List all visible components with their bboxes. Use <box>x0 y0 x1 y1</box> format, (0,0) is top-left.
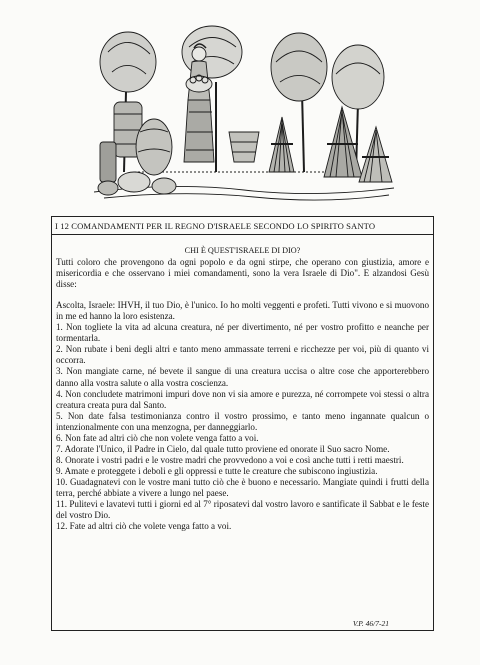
commandment-6: 6. Non fate ad altri ciò che non volete venga fatto a voi. <box>56 432 259 443</box>
document-content <box>52 235 433 532</box>
commandment-8: 8. Onorate i vostri padri e le vostre madri che provvedono a voi e così anche tutti i retti maestri. <box>56 454 404 465</box>
commandment-9: 9. Amate e proteggete i deboli e gli oppressi e tutte le creature che subiscono ingiustizia. <box>56 465 378 476</box>
commandment-1: 1. Non togliete la vita ad alcuna creatura, né per divertimento, né per vostro profitto e neanche per tormentarla. <box>56 322 429 344</box>
commandment-3: 3. Non mangiate carne, né bevete il sangue di una creatura uccisa o altre cose che apporterebbero danno alla vostra salute o alla vostra coscienza. <box>56 366 429 388</box>
signature: V.P. 46/7-21 <box>352 619 389 628</box>
commandments-box <box>51 216 434 631</box>
commandment-4: 4. Non concludete matrimoni impuri dove non vi sia amore e purezza, né corrompete voi stessi o altra creatura creata pura dal Santo. <box>56 388 429 410</box>
document-subtitle: CHI È QUEST'ISRAELE DI DIO? <box>184 246 301 255</box>
opening-paragraph: Ascolta, Israele: IHVH, il tuo Dio, è l'unico. Io ho molti veggenti e profeti. Tutti vivono e si muovono in me ed hanno la loro esistenza. <box>56 300 429 322</box>
commandment-5: 5. Non date falsa testimonianza contro il vostro prossimo, e tanto meno ingannate qualcun o intenzionalmente con una menzogna, per danneggiarlo. <box>56 410 429 432</box>
commandment-2: 2. Non rubate i beni degli altri e tanto meno ammassate terreni e ricchezze per voi, più di quanto vi occorra. <box>56 344 429 366</box>
paragraph-gap <box>56 290 429 300</box>
commandment-12: 12. Fate ad altri ciò che volete venga fatto a voi. <box>56 521 232 532</box>
intro-paragraph: Tutti coloro che provengono da ogni popolo e da ogni stirpe, che operano con giustizia, amore e misericordia e che osservano i miei comandamenti, sono la vera Israele di Dio". E alzandosi Gesù disse: <box>56 257 429 290</box>
harvest-illustration <box>94 22 394 204</box>
commandment-7: 7. Adorate l'Unico, il Padre in Cielo, dal quale tutto proviene ed onorate il Suo sacro Nome. <box>56 443 390 454</box>
commandment-11: 11. Pulitevi e lavatevi tutti i giorni ed al 7° riposatevi dal vostro lavoro e santificate il Sabbat e le feste del vostro Dio. <box>56 499 429 521</box>
document-title: I 12 COMANDAMENTI PER IL REGNO D'ISRAELE SECONDO LO SPIRITO SANTO <box>52 217 433 235</box>
commandment-10: 10. Guadagnatevi con le vostre mani tutto ciò che è buono e necessario. Mangiate quindi i frutti della terra, perché abbiate a vivere a lungo nel paese. <box>56 476 429 498</box>
